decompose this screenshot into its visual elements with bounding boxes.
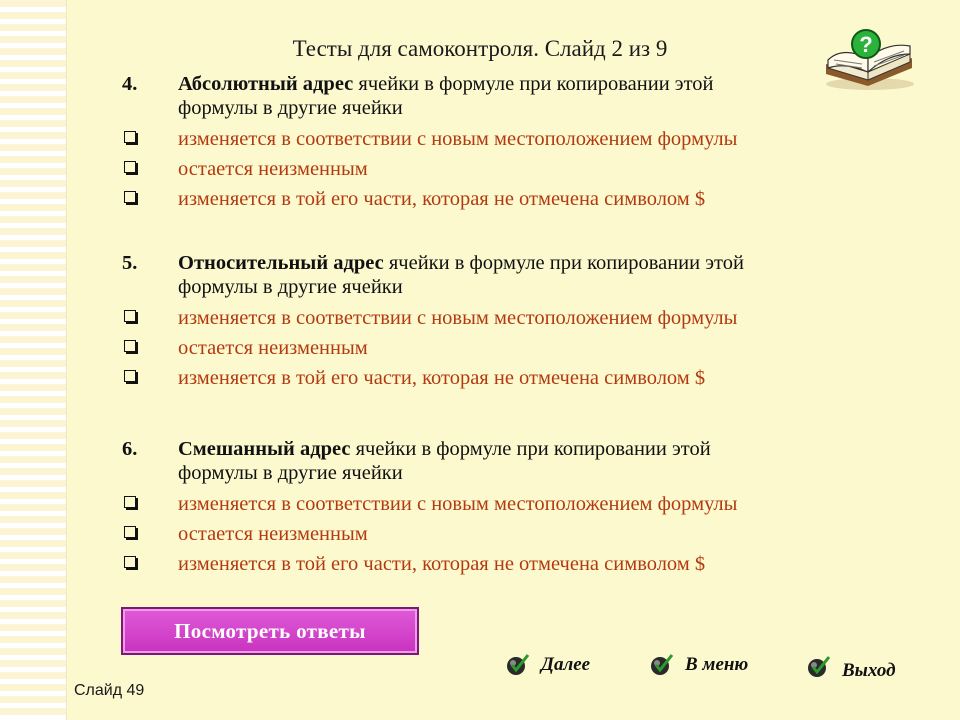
exit-button[interactable]: Выход bbox=[806, 654, 896, 680]
question-number: 4. bbox=[122, 73, 138, 95]
checkbox-icon[interactable] bbox=[124, 161, 136, 173]
checkbox-icon[interactable] bbox=[124, 340, 136, 352]
answer-option[interactable]: изменяется в той его части, которая не отмечена символом $ bbox=[122, 549, 852, 579]
question-5 bbox=[122, 251, 852, 393]
answer-option[interactable]: изменяется в той его части, которая не отмечена символом $ bbox=[122, 184, 852, 214]
next-button[interactable]: Далее bbox=[505, 652, 590, 678]
answer-option[interactable]: изменяется в соответствии с новым местоположением формулы bbox=[122, 489, 852, 519]
slide-number: Слайд 49 bbox=[74, 682, 145, 699]
checkbox-icon[interactable] bbox=[124, 526, 136, 538]
answer-option[interactable]: остается неизменным bbox=[122, 519, 852, 549]
checkbox-icon[interactable] bbox=[124, 556, 136, 568]
checkmark-ball-icon bbox=[505, 652, 531, 678]
question-text: 6. Смешанный адрес ячейки в формуле при копировании этой формулы в другие ячейки bbox=[122, 438, 711, 484]
answer-option[interactable]: изменяется в соответствии с новым местоположением формулы bbox=[122, 124, 852, 154]
checkbox-icon[interactable] bbox=[124, 310, 136, 322]
question-text: 5. Относительный адрес ячейки в формуле при копировании этой формулы в другие ячейки bbox=[122, 252, 744, 298]
checkbox-icon[interactable] bbox=[124, 496, 136, 508]
answer-option[interactable]: изменяется в соответствии с новым местоположением формулы bbox=[122, 303, 852, 333]
svg-text:?: ? bbox=[859, 32, 873, 57]
menu-button[interactable]: В меню bbox=[649, 652, 748, 678]
decorative-stripes bbox=[0, 0, 67, 720]
answer-option[interactable]: остается неизменным bbox=[122, 154, 852, 184]
answer-option[interactable]: изменяется в той его части, которая не отмечена символом $ bbox=[122, 363, 852, 393]
question-6 bbox=[122, 437, 852, 579]
checkbox-icon[interactable] bbox=[124, 191, 136, 203]
question-term: Относительный адрес bbox=[178, 252, 384, 274]
question-term: Абсолютный адрес bbox=[178, 73, 354, 95]
checkbox-icon[interactable] bbox=[124, 131, 136, 143]
question-term: Смешанный адрес bbox=[178, 438, 351, 460]
page-title: Тесты для самоконтроля. Слайд 2 из 9 bbox=[292, 36, 668, 61]
checkmark-ball-icon bbox=[806, 654, 832, 680]
show-answers-button[interactable]: Посмотреть ответы bbox=[121, 607, 419, 655]
question-number: 5. bbox=[122, 252, 138, 274]
checkmark-ball-icon bbox=[649, 652, 675, 678]
question-text: 4. Абсолютный адрес ячейки в формуле при копировании этой формулы в другие ячейки bbox=[122, 73, 714, 119]
question-number: 6. bbox=[122, 438, 138, 460]
question-4 bbox=[122, 72, 852, 214]
checkbox-icon[interactable] bbox=[124, 370, 136, 382]
answer-option[interactable]: остается неизменным bbox=[122, 333, 852, 363]
